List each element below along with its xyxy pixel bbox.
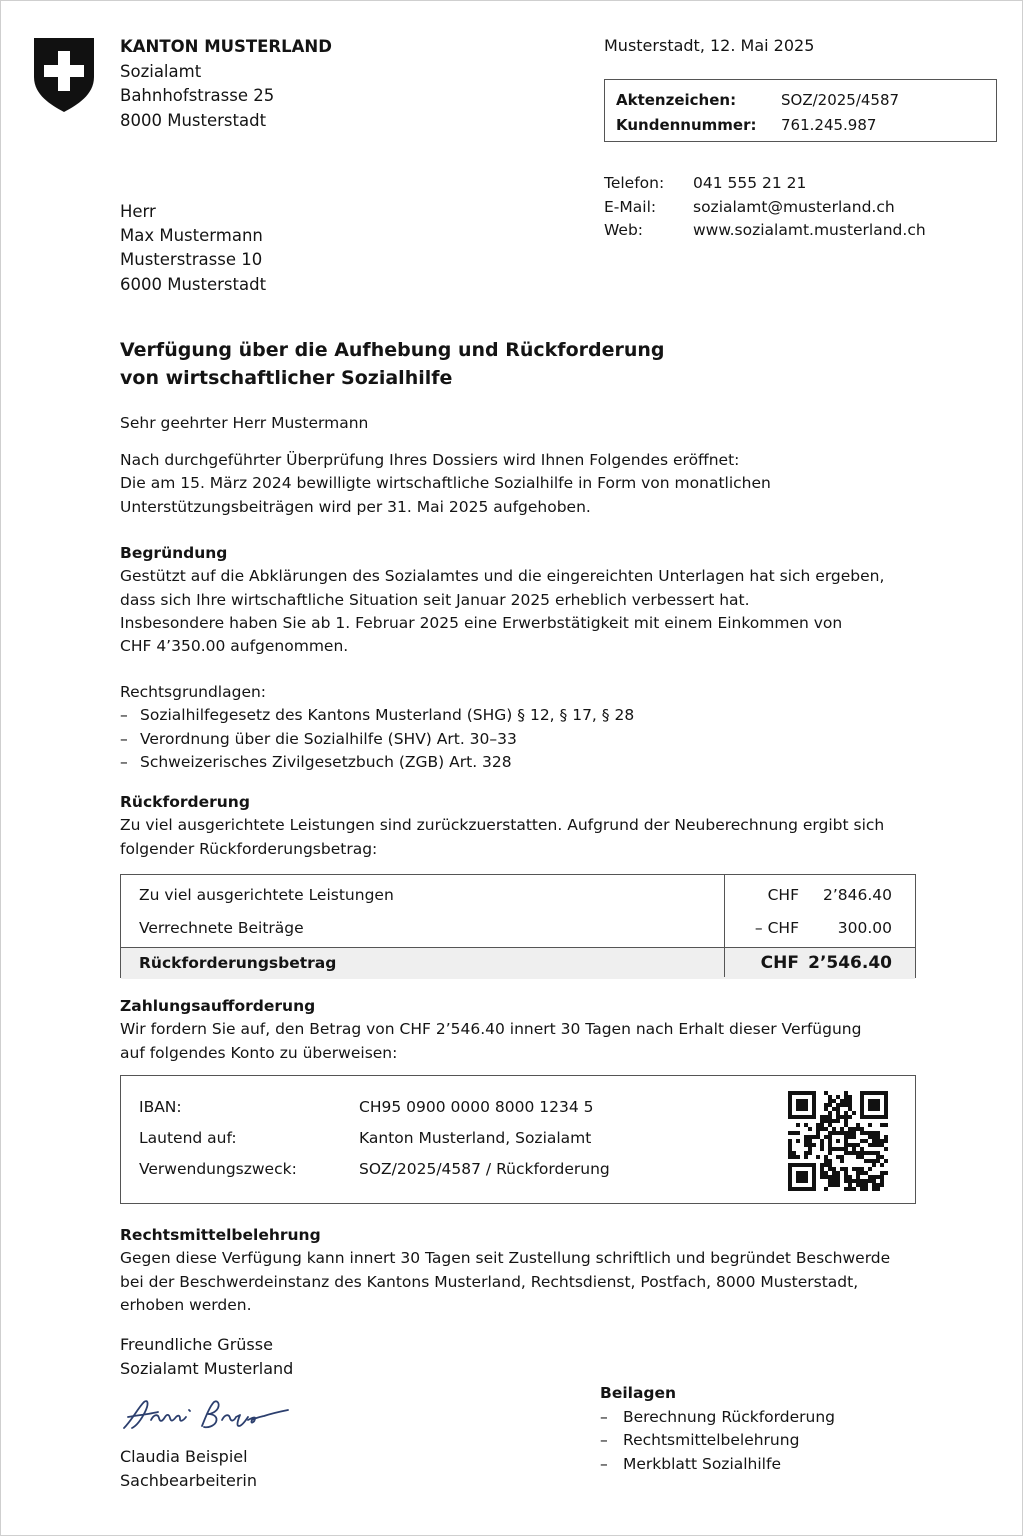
repayment-line-2: folgender Rückforderungsbetrag: xyxy=(120,839,378,858)
web-label: Web: xyxy=(604,221,644,239)
legal-basis-heading: Rechtsgrundlagen: xyxy=(120,683,267,701)
list-item: – Rechtsmittelbelehrung xyxy=(600,1431,800,1449)
payment-heading: Zahlungsaufforderung xyxy=(120,997,316,1015)
iban-value: CH95 0900 0000 8000 1234 5 xyxy=(359,1098,594,1116)
phone-label: Telefon: xyxy=(604,174,665,192)
issuer-address xyxy=(120,35,332,133)
signer-name: Claudia Beispiel xyxy=(120,1447,248,1466)
enclosures-heading: Beilagen xyxy=(600,1384,677,1402)
closing-regards: Freundliche Grüsse xyxy=(120,1335,273,1354)
email-value: sozialamt@musterland.ch xyxy=(693,197,895,216)
subject-line-2: von wirtschaftlicher Sozialhilfe xyxy=(120,367,453,389)
phone-value: 041 555 21 21 xyxy=(693,174,807,192)
greeting: Sehr geehrter Herr Mustermann xyxy=(120,414,369,432)
intro-paragraph xyxy=(120,449,910,519)
enclosures-block xyxy=(600,1382,835,1476)
customer-number-label: Kundennummer: xyxy=(616,116,757,134)
payment-line-1: Wir fordern Sie auf, den Betrag von CHF 2’546.40 innert 30 Tagen nach Erhalt dieser Verfügung xyxy=(120,1020,862,1039)
recipient-address xyxy=(120,200,266,297)
repayment-table xyxy=(120,874,916,978)
list-item: – Sozialhilfegesetz des Kantons Musterland (SHG) § 12, § 17, § 28 xyxy=(120,706,635,725)
customer-number-value: 761.245.987 xyxy=(781,116,877,134)
repayment-line-1: Zu viel ausgerichtete Leistungen sind zurückzuerstatten. Aufgrund der Neuberechnung ergibt sich xyxy=(120,816,885,835)
reasoning-line-2: dass sich Ihre wirtschaftliche Situation seit Januar 2025 erheblich verbessert hat. xyxy=(120,590,750,609)
repayment-heading: Rückforderung xyxy=(120,793,250,811)
reasoning-heading: Begründung xyxy=(120,544,228,562)
issuer-canton: KANTON MUSTERLAND xyxy=(120,37,332,56)
issuer-office: Sozialamt xyxy=(120,61,202,81)
table-row: Zu viel ausgerichtete Leistungen CHF 2’846.40 xyxy=(139,885,892,904)
table-row: Verrechnete Beiträge – CHF 300.00 xyxy=(139,918,892,937)
appeal-line-3: erhoben werden. xyxy=(120,1295,252,1314)
file-number-label: Aktenzeichen: xyxy=(616,91,737,109)
holder-value: Kanton Musterland, Sozialamt xyxy=(359,1129,592,1147)
intro-line-1: Nach durchgeführter Überprüfung Ihres Dossiers wird Ihnen Folgendes eröffnet: xyxy=(120,451,740,469)
appeal-heading: Rechtsmittelbelehrung xyxy=(120,1226,321,1244)
reasoning-line-4: CHF 4’350.00 aufgenommen. xyxy=(120,637,349,656)
list-item: – Berechnung Rückforderung xyxy=(600,1407,835,1426)
table-divider xyxy=(724,875,725,977)
reference-box xyxy=(604,79,997,142)
list-item: – Schweizerisches Zivilgesetzbuch (ZGB) Art. 328 xyxy=(120,752,512,771)
legal-basis-section xyxy=(120,681,910,774)
list-item: – Verordnung über die Sozialhilfe (SHV) Art. 30–33 xyxy=(120,729,517,748)
email-label: E-Mail: xyxy=(604,197,657,216)
issuer-city: 8000 Musterstadt xyxy=(120,110,267,130)
issuer-street: Bahnhofstrasse 25 xyxy=(120,86,275,105)
file-number-value: SOZ/2025/4587 xyxy=(781,91,900,109)
appeal-line-1: Gegen diese Verfügung kann innert 30 Tagen seit Zustellung schriftlich und begründet Beschwerde xyxy=(120,1249,891,1268)
date-line: Musterstadt, 12. Mai 2025 xyxy=(604,36,815,55)
intro-line-3: Unterstützungsbeiträgen wird per 31. Mai 2025 aufgehoben. xyxy=(120,497,591,516)
iban-label: IBAN: xyxy=(139,1098,182,1116)
purpose-value: SOZ/2025/4587 / Rückforderung xyxy=(359,1160,610,1178)
holder-label: Lautend auf: xyxy=(139,1129,237,1147)
payment-line-2: auf folgendes Konto zu überweisen: xyxy=(120,1043,398,1062)
reasoning-line-1: Gestützt auf die Abklärungen des Sozialamtes und die eingereichten Unterlagen hat sich ergeben, xyxy=(120,567,885,586)
closing-office: Sozialamt Musterland xyxy=(120,1359,294,1378)
signer-block xyxy=(120,1445,257,1493)
swiss-cross-shield-icon xyxy=(33,37,95,113)
qr-code-icon xyxy=(788,1091,888,1191)
recipient-name: Max Mustermann xyxy=(120,226,263,246)
list-item: – Merkblatt Sozialhilfe xyxy=(600,1454,781,1473)
recipient-city: 6000 Musterstadt xyxy=(120,274,267,294)
recipient-street: Musterstrasse 10 xyxy=(120,250,263,270)
repayment-section xyxy=(120,791,910,861)
appeal-line-2: bei der Beschwerdeinstanz des Kantons Musterland, Rechtsdienst, Postfach, 8000 Musterstadt, xyxy=(120,1272,859,1291)
intro-line-2: Die am 15. März 2024 bewilligte wirtschaftliche Sozialhilfe in Form von monatlichen xyxy=(120,474,771,493)
subject-line-1: Verfügung über die Aufhebung und Rückforderung xyxy=(120,339,665,361)
table-row-total: Rückforderungsbetrag CHF 2’546.40 xyxy=(121,947,915,979)
contact-block xyxy=(604,172,926,243)
recipient-salutation: Herr xyxy=(120,202,156,221)
signer-role: Sachbearbeiterin xyxy=(120,1471,258,1490)
web-value: www.sozialamt.musterland.ch xyxy=(693,221,926,239)
closing-block xyxy=(120,1333,293,1381)
reasoning-line-3: Insbesondere haben Sie ab 1. Februar 2025 eine Erwerbstätigkeit mit einem Einkommen von xyxy=(120,613,843,632)
appeal-section xyxy=(120,1224,910,1317)
subject-heading xyxy=(120,336,665,392)
handwritten-signature xyxy=(118,1390,293,1440)
reasoning-section xyxy=(120,542,910,658)
payment-details-box xyxy=(120,1075,916,1204)
payment-request-section xyxy=(120,995,910,1065)
purpose-label: Verwendungszweck: xyxy=(139,1160,297,1178)
